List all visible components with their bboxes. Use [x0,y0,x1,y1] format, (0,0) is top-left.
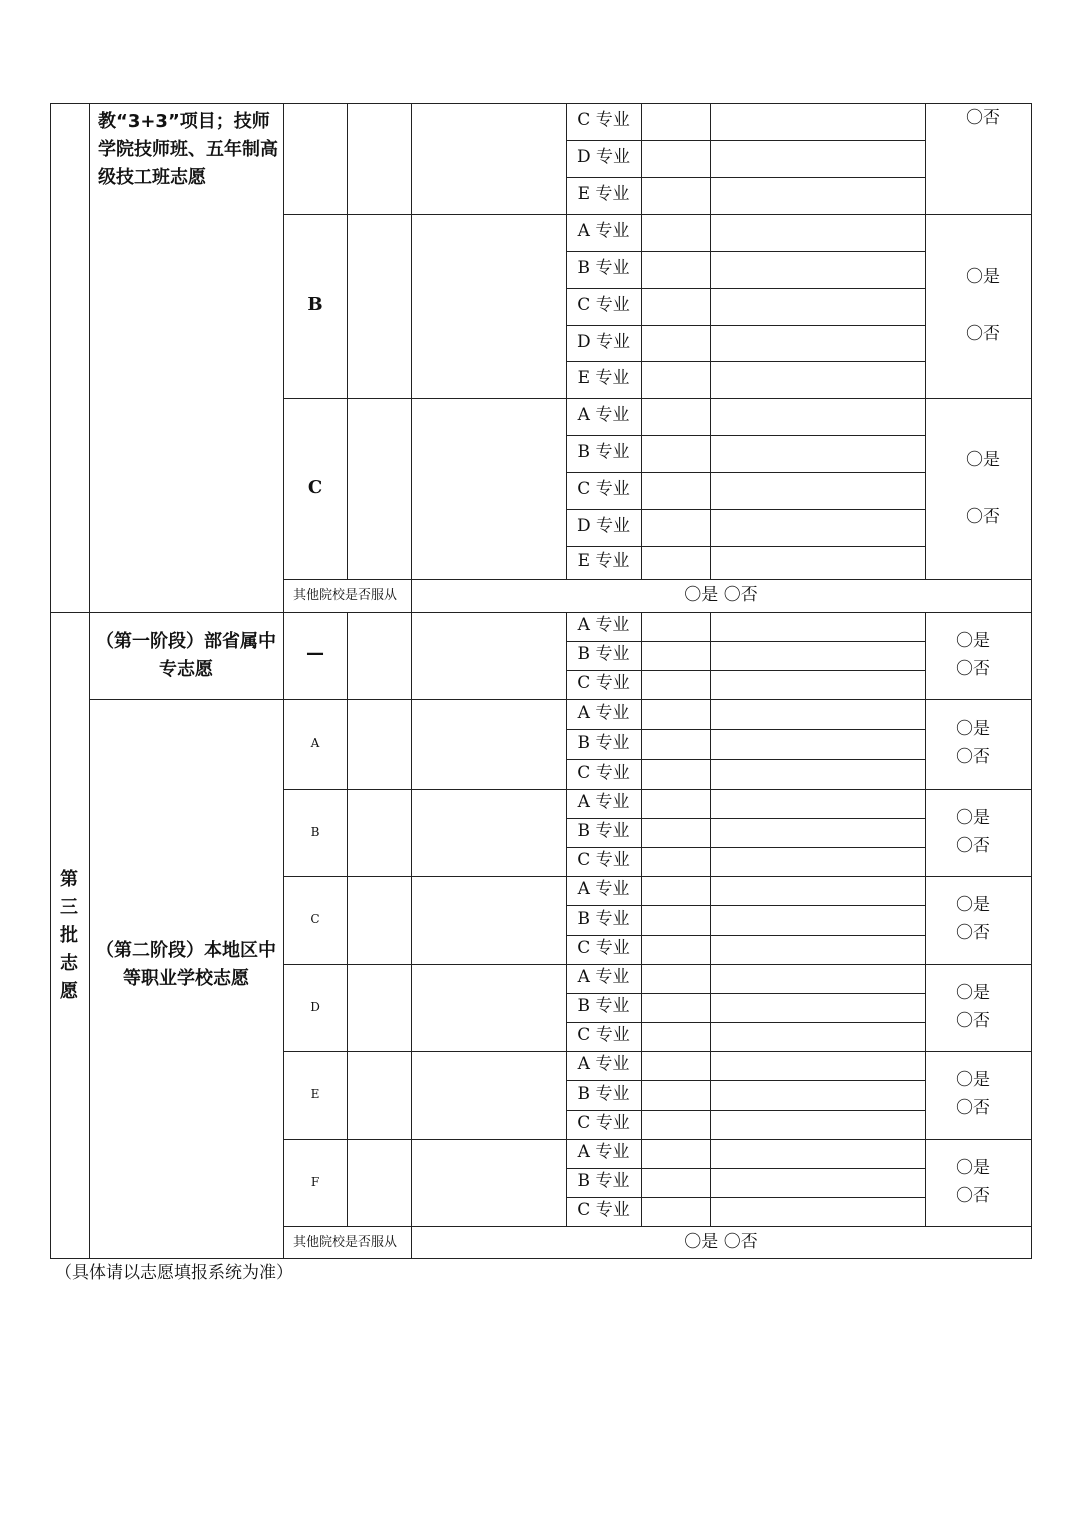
major-name: A 专业 [577,879,630,900]
major-row-divider [566,361,926,362]
grid-line [641,103,642,215]
group-divider [283,876,1032,877]
major-name: E 专业 [577,551,630,571]
table-top-border [50,103,1032,104]
group-letter: C [310,912,320,926]
major-row-divider [566,905,926,906]
grid-line [710,612,711,700]
choice-yes: 〇是 [956,1157,990,1178]
grid-line [411,1139,412,1227]
stage-divider [89,699,1032,700]
major-name: C 专业 [577,479,630,499]
grid-line [925,699,926,790]
major-name: D 专业 [576,331,631,352]
grid-line [641,964,642,1052]
major-name: C 专业 [577,850,630,870]
choice-yes: 〇是 [956,1070,990,1090]
obey-label: 其他院校是否服从 [293,588,398,603]
major-name: A 专业 [577,615,630,635]
grid-line [710,214,711,399]
major-row-divider [566,993,926,994]
major-row-divider [566,1168,926,1169]
grid-line [411,398,412,580]
major-name: A 专业 [577,967,630,987]
major-row-divider [566,1022,926,1023]
choice-no: 〇否 [956,1010,990,1031]
major-row-divider [566,818,926,819]
choice-no: 〇否 [956,659,990,679]
group-divider [283,1226,1032,1227]
grid-line [710,699,711,790]
grid-line [641,1051,642,1140]
stage2-label: （第二阶段）本地区中等职业学校志愿 [96,940,276,989]
obey-choice: 〇是 〇否 [684,584,758,605]
stage1-label: （第一阶段）部省属中专志愿 [96,631,276,680]
group-divider [283,398,1032,399]
choice-yes: 〇是 [966,267,1000,287]
group-divider [283,214,1032,215]
choice-yes: 〇是 [956,631,990,651]
grid-line [347,398,348,580]
grid-line [925,964,926,1052]
choice-yes: 〇是 [956,719,990,739]
obey-label: 其他院校是否服从 [293,1235,398,1250]
major-row-divider [566,288,926,289]
grid-line [347,1139,348,1227]
grid-line [710,398,711,580]
choice-no: 〇否 [966,324,1000,344]
choice-no: 〇否 [956,835,990,856]
major-name: C 专业 [577,110,630,130]
major-name: B 专业 [577,821,630,841]
major-name: B 专业 [577,996,630,1016]
grid-line [347,1051,348,1140]
grid-line [925,612,926,700]
major-name: C 专业 [577,295,630,315]
footnote: （具体请以志愿填报系统为准） [55,1263,293,1283]
grid-line [925,1139,926,1227]
choice-no: 〇否 [956,923,990,943]
table-right-border [1031,103,1032,1259]
grid-line [641,876,642,965]
major-row-divider [566,472,926,473]
choice-no: 〇否 [956,747,990,767]
letter-column-divider [283,103,284,1259]
grid-line [710,1139,711,1227]
grid-line [710,1051,711,1140]
major-name: B 专业 [577,1171,630,1191]
group-letter: B [310,824,320,839]
major-name: B 专业 [577,644,630,664]
group-letter: D [310,999,320,1014]
grid-line [710,964,711,1052]
choice-no: 〇否 [966,507,1000,527]
choice-no: 〇否 [956,1098,990,1118]
major-name: B 专业 [577,442,630,462]
major-name: C 专业 [577,1200,630,1220]
group-letter: C [307,476,323,498]
major-row-divider [566,729,926,730]
grid-line [347,699,348,790]
label-column-divider [89,103,90,1259]
major-name: C 专业 [577,762,630,783]
grid-line [347,789,348,877]
major-name: C 专业 [577,1112,630,1133]
grid-line [411,789,412,877]
batch-label: 第三批志愿 [60,869,78,1002]
table-left-border [50,103,51,1259]
major-row-divider [566,935,926,936]
major-row-divider [566,759,926,760]
grid-line [411,103,412,215]
group-divider [283,579,1032,580]
major-name: C 专业 [577,937,630,958]
major-name: A 专业 [577,221,630,241]
grid-line [925,398,926,580]
group-letter: A [310,736,320,750]
choice-yes: 〇是 [956,982,990,1003]
grid-line [411,876,412,965]
major-name: B 专业 [577,908,630,929]
major-name: A 专业 [577,1054,630,1075]
major-name: D 专业 [576,516,631,536]
major-row-divider [566,1197,926,1198]
grid-line [925,1051,926,1140]
major-row-divider [566,140,926,141]
major-name: C 专业 [577,1025,630,1045]
group-letter: — [306,643,324,664]
grid-line [710,103,711,215]
major-name: E 专业 [577,368,630,388]
major-name: A 专业 [577,702,630,723]
grid-line [925,103,926,215]
group-letter: F [310,1174,320,1189]
grid-line [925,876,926,965]
major-name: E 专业 [577,184,630,204]
major-row-divider [566,1110,926,1111]
group-divider [283,1051,1032,1052]
group-divider [283,1139,1032,1140]
major-row-divider [566,251,926,252]
major-row-divider [566,177,926,178]
choice-yes: 〇是 [956,895,990,915]
major-row-divider [566,325,926,326]
grid-line [411,964,412,1052]
grid-line [641,699,642,790]
grid-line [347,103,348,215]
choice-yes: 〇是 [956,807,990,828]
major-row-divider [566,1080,926,1081]
major-name: B 专业 [577,258,630,278]
group-divider [283,964,1032,965]
major-name: D 专业 [576,147,631,167]
group-divider [283,789,1032,790]
major-row-divider [566,670,926,671]
grid-line [925,214,926,399]
major-name: A 专业 [577,405,630,425]
table-bottom-border [50,1258,1032,1259]
grid-line [411,699,412,790]
major-row-divider [566,509,926,510]
major-name: A 专业 [577,792,630,812]
section2-label: 教“3+3”项目；技师学院技师班、五年制高级技工班志愿 [98,111,278,188]
grid-line [641,789,642,877]
grid-line [347,876,348,965]
grid-line [347,214,348,399]
group-letter: B [307,294,323,315]
grid-line [411,612,412,700]
grid-line [925,789,926,877]
choice-no: 〇否 [966,108,1000,128]
group-letter: E [310,1087,320,1101]
grid-line [710,876,711,965]
grid-line [641,612,642,700]
grid-line [411,1051,412,1140]
grid-line [641,1139,642,1227]
grid-line [710,789,711,877]
grid-line [411,214,412,399]
major-row-divider [566,847,926,848]
major-name: B 专业 [577,1083,630,1104]
major-name: C 专业 [577,673,630,693]
major-name: A 专业 [577,1142,630,1162]
major-row-divider [566,546,926,547]
choice-yes: 〇是 [966,450,1000,470]
major-row-divider [566,435,926,436]
obey-choice: 〇是 〇否 [684,1231,758,1252]
choice-no: 〇否 [956,1185,990,1206]
grid-line [347,612,348,700]
grid-line [641,398,642,580]
major-row-divider [566,641,926,642]
major-name: B 专业 [577,732,630,753]
grid-line [347,964,348,1052]
grid-line [641,214,642,399]
section-divider [50,612,1032,613]
